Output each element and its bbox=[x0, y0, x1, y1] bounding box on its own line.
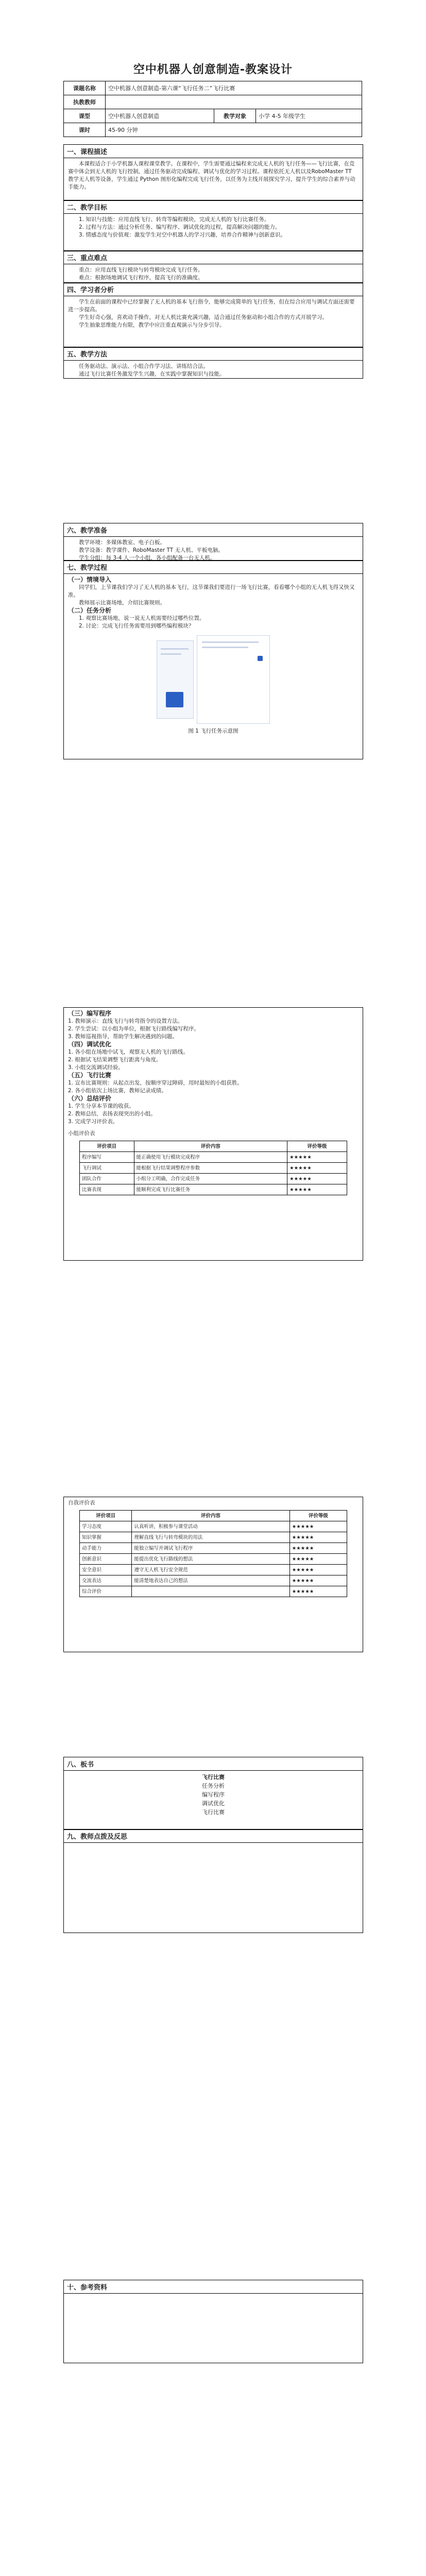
topic-value: 空中机器人创意制造-第六课“飞行任务二”飞行比赛 bbox=[106, 81, 362, 95]
figure-card-right bbox=[197, 635, 270, 724]
table-row bbox=[80, 1163, 347, 1174]
table-row bbox=[80, 1174, 347, 1184]
eval-content: 遵守无人机飞行安全规范 bbox=[132, 1565, 289, 1575]
eval-stars: ★★★★★ bbox=[289, 1586, 347, 1597]
eval-header: 评价等级 bbox=[289, 1511, 347, 1521]
step-heading: （二）任务分析 bbox=[68, 607, 112, 614]
eval-stars: ★★★★★ bbox=[287, 1184, 347, 1195]
section-text: 本课程适合于小学机器人课程课堂教学。在课程中，学生需要通过编程来完成无人机的飞行任务——飞行比赛，在竞赛中体会到无人机的飞行控制，通过任务驱动完成编程、调试与优化的学习过程。课程依托无人机以及RoboMaster TT 教学无人机等设备，学生通过 Python 图形化编程完成飞行任务，以任务为主线开展探究学习，提升学生的综合素养与动手能力。 bbox=[68, 161, 355, 190]
eval-content: 能正确使用飞行模块完成程序 bbox=[134, 1152, 287, 1163]
eval-content: 理解直线飞行与转弯模块的用法 bbox=[132, 1532, 289, 1543]
eval-stars: ★★★★★ bbox=[289, 1543, 347, 1554]
section-heading: 二、教学目标 bbox=[64, 200, 363, 214]
section-teaching-preparation bbox=[63, 523, 363, 561]
step-line: 2. 讨论：完成飞行任务需要用到哪些编程模块？ bbox=[79, 623, 194, 629]
step-heading: （一）情境导入 bbox=[68, 576, 112, 583]
group-eval-table bbox=[79, 1141, 347, 1195]
eval-content: 能根据飞行结果调整程序参数 bbox=[134, 1163, 287, 1174]
eval-item: 学习态度 bbox=[80, 1521, 132, 1532]
table-row bbox=[80, 1565, 347, 1575]
step-heading: （六）总结评价 bbox=[68, 1095, 112, 1102]
step-heading: （四）调试优化 bbox=[68, 1041, 112, 1048]
eval-content: 小组分工明确，合作完成任务 bbox=[134, 1174, 287, 1184]
eval-header: 评价内容 bbox=[132, 1511, 289, 1521]
lesson-type-label: 课型 bbox=[64, 109, 106, 123]
teacher-value bbox=[106, 95, 362, 109]
topic-label: 课题名称 bbox=[64, 81, 106, 95]
step-line: 教师展示比赛场地，介绍比赛规则。 bbox=[79, 600, 165, 606]
eval-stars: ★★★★★ bbox=[289, 1575, 347, 1586]
board-line: 飞行比赛 bbox=[202, 1809, 225, 1816]
step-line: 2. 根据试飞结果调整飞行距离与角度。 bbox=[68, 1057, 162, 1063]
eval-item: 比赛表现 bbox=[80, 1184, 134, 1195]
board-line: 编写程序 bbox=[202, 1791, 225, 1798]
eval-content: 能清楚地表达自己的想法 bbox=[132, 1575, 289, 1586]
document-title: 空中机器人创意制造-教案设计 bbox=[133, 63, 293, 76]
eval-item: 团队合作 bbox=[80, 1174, 134, 1184]
key-point-line: 难点：根据场地调试飞行程序，提高飞行的准确度。 bbox=[79, 275, 203, 281]
section-course-description bbox=[63, 144, 363, 201]
eval-content: 能独立编写并调试飞行程序 bbox=[132, 1543, 289, 1554]
step-line: 1. 各小组在场地中试飞，观察无人机的飞行路线。 bbox=[68, 1049, 189, 1055]
section-heading: 四、学习者分析 bbox=[64, 283, 363, 296]
table-row bbox=[80, 1543, 347, 1554]
eval-content bbox=[132, 1586, 289, 1597]
eval-content: 能顺利完成飞行比赛任务 bbox=[134, 1184, 287, 1195]
goal-line: 1. 知识与技能：应用直线飞行、转弯等编程模块，完成无人机的飞行比赛任务。 bbox=[79, 216, 270, 223]
figure-caption: 图 1 飞行任务示意图 bbox=[188, 728, 238, 734]
eval-header: 评价等级 bbox=[287, 1141, 347, 1152]
eval-item: 动手能力 bbox=[80, 1543, 132, 1554]
eval-item: 创新意识 bbox=[80, 1554, 132, 1565]
section-text bbox=[64, 2294, 363, 2298]
section-learner-analysis bbox=[63, 282, 363, 348]
section-heading: 三、重点难点 bbox=[64, 251, 363, 264]
table-row bbox=[80, 1554, 347, 1565]
key-point-line: 重点：应用直线飞行模块与转弯模块完成飞行任务。 bbox=[79, 267, 203, 273]
eval-item: 飞行调试 bbox=[80, 1163, 134, 1174]
step-line: 3. 小组交流调试经验。 bbox=[68, 1064, 124, 1071]
section-teaching-goals bbox=[63, 200, 363, 251]
group-eval-title: 小组评价表 bbox=[68, 1130, 95, 1137]
target-label: 教学对象 bbox=[214, 109, 256, 123]
step-heading: （三）编写程序 bbox=[68, 1010, 112, 1017]
eval-content: 能提出优化飞行路线的想法 bbox=[132, 1554, 289, 1565]
analysis-line: 学生抽象思维能力有限，教学中应注重直观演示与分步引导。 bbox=[79, 322, 225, 328]
eval-item: 安全意识 bbox=[80, 1565, 132, 1575]
eval-content: 认真听讲，积极参与课堂活动 bbox=[132, 1521, 289, 1532]
prep-line: 教学设备：教学课件、RoboMaster TT 无人机、平板电脑。 bbox=[79, 547, 224, 553]
step-line: 3. 完成学习评价表。 bbox=[68, 1118, 118, 1125]
eval-stars: ★★★★★ bbox=[289, 1521, 347, 1532]
eval-item: 程序编写 bbox=[80, 1152, 134, 1163]
lesson-type-value: 空中机器人创意制造 bbox=[106, 109, 214, 123]
eval-stars: ★★★★★ bbox=[289, 1532, 347, 1543]
eval-header: 评价项目 bbox=[80, 1141, 134, 1152]
self-eval-title: 自我评价表 bbox=[68, 1500, 95, 1506]
eval-stars: ★★★★★ bbox=[289, 1554, 347, 1565]
section-heading: 一、课程描述 bbox=[64, 145, 363, 158]
table-row bbox=[80, 1575, 347, 1586]
step-line: 1. 教师演示：直线飞行与转弯指令的设置方法。 bbox=[68, 1018, 183, 1024]
hours-label: 课时 bbox=[64, 123, 106, 137]
self-eval-table bbox=[79, 1510, 347, 1597]
goal-line: 2. 过程与方法：通过分析任务、编写程序、调试优化的过程，提高解决问题的能力。 bbox=[79, 224, 281, 230]
section-teaching-methods bbox=[63, 347, 363, 379]
lesson-info-table bbox=[63, 81, 362, 137]
table-row bbox=[80, 1184, 347, 1195]
eval-header: 评价内容 bbox=[134, 1141, 287, 1152]
eval-item: 交流表达 bbox=[80, 1575, 132, 1586]
figure-drone-image bbox=[166, 692, 183, 707]
section-heading: 八、板书 bbox=[64, 1757, 363, 1771]
step-line: 同学们，上节课我们学习了无人机的基本飞行，这节课我们要进行一场飞行比赛，看看哪个小组的无人机飞得又快又准。 bbox=[68, 584, 355, 598]
prep-line: 教学环境：多媒体教室、电子白板。 bbox=[79, 539, 165, 546]
method-line: 通过飞行比赛任务激发学生兴趣，在实践中掌握知识与技能。 bbox=[79, 371, 225, 377]
board-line: 飞行比赛 bbox=[202, 1774, 225, 1781]
step-line: 1. 观察比赛场地，说一说无人机需要经过哪些位置。 bbox=[79, 615, 205, 621]
table-row bbox=[80, 1532, 347, 1543]
section-reflection bbox=[63, 1829, 363, 1933]
step-line: 2. 各小组依次上场比赛，教师记录成绩。 bbox=[68, 1088, 167, 1094]
figure-marker bbox=[258, 656, 263, 661]
table-row bbox=[80, 1586, 347, 1597]
table-row bbox=[80, 1521, 347, 1532]
section-heading: 九、教师点拨及反思 bbox=[64, 1829, 363, 1843]
eval-item: 综合评价 bbox=[80, 1586, 132, 1597]
analysis-line: 学生在前面的课程中已经掌握了无人机的基本飞行指令，能够完成简单的飞行任务，但在综合应用与调试方面还需要进一步提高。 bbox=[68, 299, 355, 313]
section-teaching-process bbox=[63, 560, 363, 759]
eval-header: 评价项目 bbox=[80, 1511, 132, 1521]
eval-stars: ★★★★★ bbox=[287, 1152, 347, 1163]
step-line: 2. 教师总结，表扬表现突出的小组。 bbox=[68, 1111, 156, 1117]
board-line: 任务分析 bbox=[202, 1783, 225, 1789]
step-heading: （五）飞行比赛 bbox=[68, 1072, 112, 1079]
method-line: 任务驱动法、演示法、小组合作学习法、讲练结合法。 bbox=[79, 363, 209, 369]
section-heading: 五、教学方法 bbox=[64, 347, 363, 361]
step-line: 3. 教师巡视指导，帮助学生解决遇到的问题。 bbox=[68, 1033, 178, 1040]
eval-stars: ★★★★★ bbox=[287, 1163, 347, 1174]
target-value: 小学 4-5 年级学生 bbox=[256, 109, 362, 123]
section-teaching-process-continued bbox=[63, 1007, 363, 1261]
section-blackboard bbox=[63, 1757, 363, 1830]
step-line: 1. 学生分享本节课的收获。 bbox=[68, 1103, 134, 1109]
teacher-label: 执教教师 bbox=[64, 95, 106, 109]
eval-stars: ★★★★★ bbox=[289, 1565, 347, 1575]
board-line: 调试优化 bbox=[202, 1800, 225, 1807]
eval-item: 知识掌握 bbox=[80, 1532, 132, 1543]
section-self-evaluation bbox=[63, 1497, 363, 1652]
goal-line: 3. 情感态度与价值观：激发学生对空中机器人的学习兴趣，培养合作精神与创新意识。 bbox=[79, 232, 286, 238]
step-line: 2. 学生尝试：以小组为单位，根据飞行路线编写程序。 bbox=[68, 1026, 199, 1032]
flight-task-figure bbox=[157, 635, 270, 725]
section-heading: 六、教学准备 bbox=[64, 523, 363, 537]
section-references bbox=[63, 2280, 363, 2363]
hours-value: 45-90 分钟 bbox=[106, 123, 362, 137]
section-key-points bbox=[63, 250, 363, 283]
table-row bbox=[80, 1152, 347, 1163]
eval-stars: ★★★★★ bbox=[287, 1174, 347, 1184]
section-text bbox=[64, 1843, 363, 1847]
analysis-line: 学生好奇心强，喜欢动手操作，对无人机比赛充满兴趣，适合通过任务驱动和小组合作的方式开展学习。 bbox=[79, 314, 328, 320]
step-line: 1. 宣布比赛规则：从起点出发，按顺序穿过障碍，用时最短的小组获胜。 bbox=[68, 1080, 243, 1086]
section-heading: 十、参考资料 bbox=[64, 2280, 363, 2294]
prep-line: 学生分组：每 3-4 人一个小组，各小组配备一台无人机。 bbox=[79, 555, 216, 561]
section-heading: 七、教学过程 bbox=[64, 561, 363, 574]
